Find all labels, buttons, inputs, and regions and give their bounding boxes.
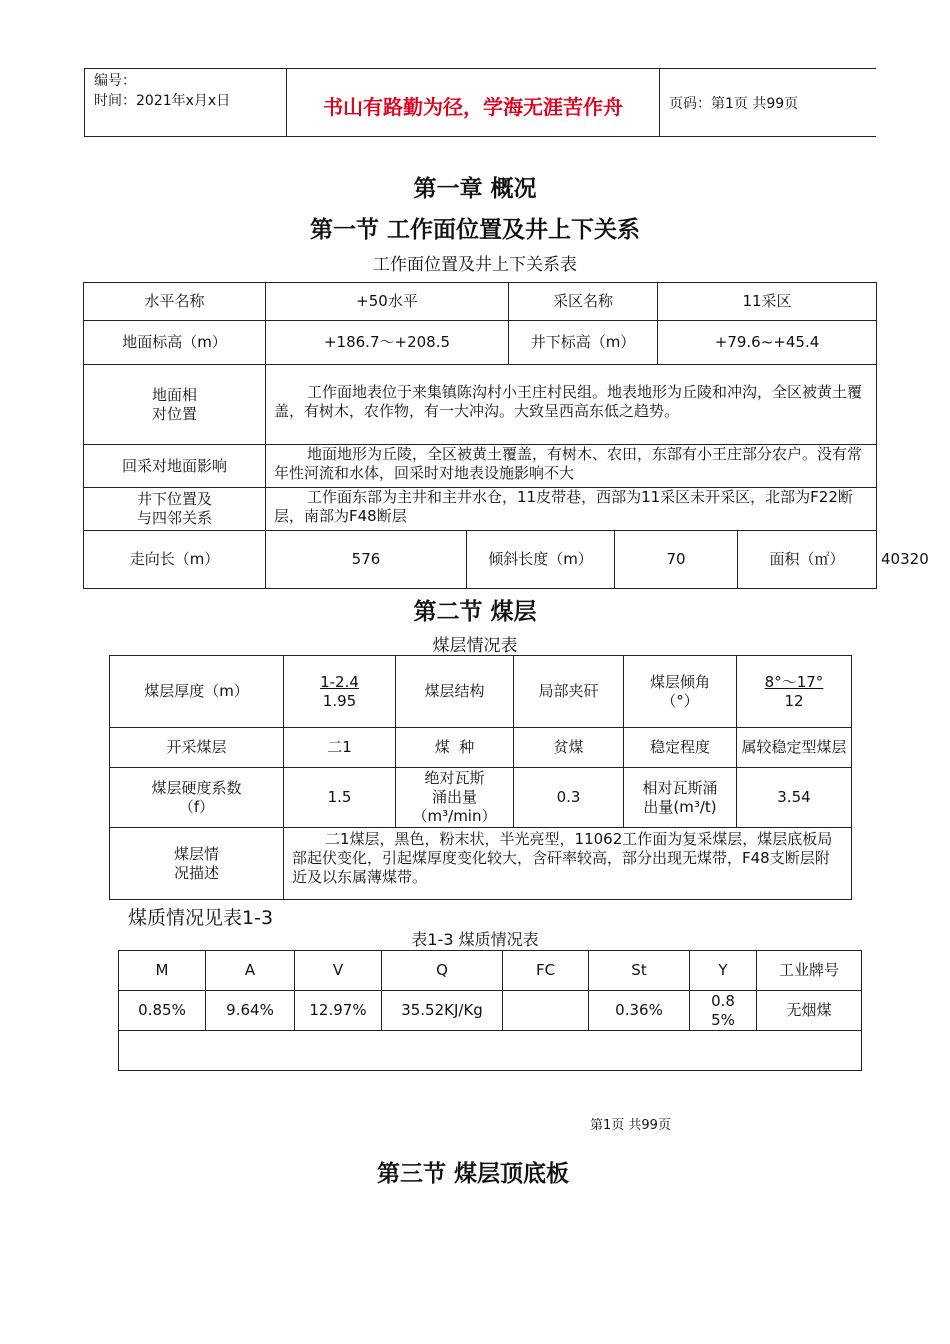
mining-impact-label: 回采对地面影响 (84, 445, 266, 488)
seam-dip-average: 12 (784, 691, 804, 710)
thickness-average: 1.95 (322, 691, 357, 710)
area-label: 面积（㎡） (738, 531, 877, 589)
seam-description-value: 二1煤层，黑色，粉末状，半光亮型，11062工作面为复采煤层，煤层底板局部起伏变化，引起煤厚度变化较大，含矸率较高，部分出现无煤带，F48支断层附近及以东属薄煤带。 (284, 828, 852, 900)
table-row (110, 728, 852, 768)
header-time: 时间：2021年x月x日 (94, 93, 231, 109)
header-divider (659, 69, 660, 136)
chapter-title: 第一章 概况 (413, 176, 537, 202)
empty-cell (119, 1031, 862, 1071)
absolute-gas-value: 0.3 (514, 768, 624, 828)
table-row (110, 768, 852, 828)
column-header: M (119, 951, 206, 991)
thickness-label: 煤层厚度（m） (110, 656, 284, 728)
thickness-value (284, 656, 396, 728)
table-row (110, 828, 852, 900)
header-number: 编号： (94, 73, 136, 89)
footer-page-number: 第1页 共99页 (590, 1118, 671, 1133)
column-header: FC (503, 951, 589, 991)
table-cell: 0.85% (690, 991, 757, 1031)
table-cell: 0.85% (119, 991, 206, 1031)
mining-impact-value: 地面地形为丘陵，全区被黄土覆盖，有树木、农田，东部有小王庄部分农户。没有常年性河流和水体，回采时对地表设施影响不大 (266, 445, 877, 488)
table-cell: 无烟煤 (757, 991, 862, 1031)
dip-length-value: 70 (615, 531, 738, 589)
seam-dip-value (737, 656, 852, 728)
header-motto: 书山有路勤为径，学海无涯苦作舟 (323, 95, 623, 119)
table-row (119, 1031, 862, 1071)
table-row (84, 488, 877, 531)
coal-seam-table (109, 655, 852, 900)
relative-position-label: 地面相 对位置 (84, 365, 266, 445)
coal-type-label: 煤 种 (396, 728, 514, 768)
section1-title: 第一节 工作面位置及井上下关系 (309, 217, 640, 243)
quality-table-caption: 表1-3 煤质情况表 (411, 930, 539, 949)
table-row (84, 365, 877, 445)
level-name-value: +50水平 (266, 283, 509, 321)
document-header (84, 68, 876, 137)
underground-elevation-label: 井下标高（m） (509, 321, 658, 365)
structure-value: 局部夹矸 (514, 656, 624, 728)
column-header: Y (690, 951, 757, 991)
underground-elevation-value: +79.6~+45.4 (658, 321, 877, 365)
column-header: V (295, 951, 382, 991)
table-row (119, 991, 862, 1031)
column-header: A (206, 951, 295, 991)
header-meta (94, 71, 230, 111)
strike-length-label: 走向长（m） (84, 531, 266, 589)
seam-dip-label: 煤层倾角 （°） (624, 656, 737, 728)
coal-quality-table (118, 950, 862, 1071)
seam-value: 二1 (284, 728, 396, 768)
stability-value: 属较稳定型煤层 (737, 728, 852, 768)
header-page-number: 页码：第1页 共99页 (669, 96, 799, 112)
dip-length-label: 倾斜长度（m） (467, 531, 615, 589)
table-row (110, 656, 852, 728)
coal-type-value: 贫煤 (514, 728, 624, 768)
section1-table-caption: 工作面位置及井上下关系表 (373, 255, 577, 275)
seam-description-label: 煤层情 况描述 (110, 828, 284, 900)
absolute-gas-label: 绝对瓦斯 涌出量 （m³/min） (396, 768, 514, 828)
area-name-value: 11采区 (658, 283, 877, 321)
table-row: 走向长（m） 576 倾斜长度（m） 70 面积（㎡） 40320 (84, 531, 877, 589)
hardness-label: 煤层硬度系数 （f） (110, 768, 284, 828)
table-cell: 12.97% (295, 991, 382, 1031)
quality-note: 煤质情况见表1-3 (128, 907, 274, 929)
seam-label: 开采煤层 (110, 728, 284, 768)
hardness-value: 1.5 (284, 768, 396, 828)
column-header: Q (382, 951, 503, 991)
neighbors-value: 工作面东部为主井和主井水仓，11皮带巷，西部为11采区未开采区，北部为F22断层，南部为F48断层 (266, 488, 877, 531)
table-row (84, 445, 877, 488)
surface-elevation-label: 地面标高（m） (84, 321, 266, 365)
section3-title: 第三节 煤层顶底板 (377, 1161, 570, 1187)
strike-length-value: 576 (266, 531, 467, 589)
surface-elevation-value: +186.7～+208.5 (266, 321, 509, 365)
column-header: St (589, 951, 690, 991)
position-table (83, 282, 929, 589)
structure-label: 煤层结构 (396, 656, 514, 728)
stability-label: 稳定程度 (624, 728, 737, 768)
section2-title: 第二节 煤层 (413, 599, 537, 625)
table-cell: 9.64% (206, 991, 295, 1031)
neighbors-label: 井下位置及 与四邻关系 (84, 488, 266, 531)
table-row (84, 283, 877, 321)
section2-table-caption: 煤层情况表 (432, 636, 518, 656)
area-name-label: 采区名称 (509, 283, 658, 321)
table-cell: 0.36% (589, 991, 690, 1031)
relative-position-value: 工作面地表位于来集镇陈沟村小王庄村民组。地表地形为丘陵和冲沟，全区被黄土覆盖，有树木，农作物，有一大冲沟。大致呈西高东低之趋势。 (266, 365, 877, 445)
relative-gas-value: 3.54 (737, 768, 852, 828)
table-cell (503, 991, 589, 1031)
table-header-row (119, 951, 862, 991)
seam-dip-range: 8°～17° (764, 672, 824, 691)
column-header: 工业牌号 (757, 951, 862, 991)
table-row (84, 321, 877, 365)
table-cell: 35.52KJ/Kg (382, 991, 503, 1031)
relative-gas-label: 相对瓦斯涌 出量(m³/t) (624, 768, 737, 828)
thickness-range: 1-2.4 (320, 672, 359, 691)
level-name-label: 水平名称 (84, 283, 266, 321)
